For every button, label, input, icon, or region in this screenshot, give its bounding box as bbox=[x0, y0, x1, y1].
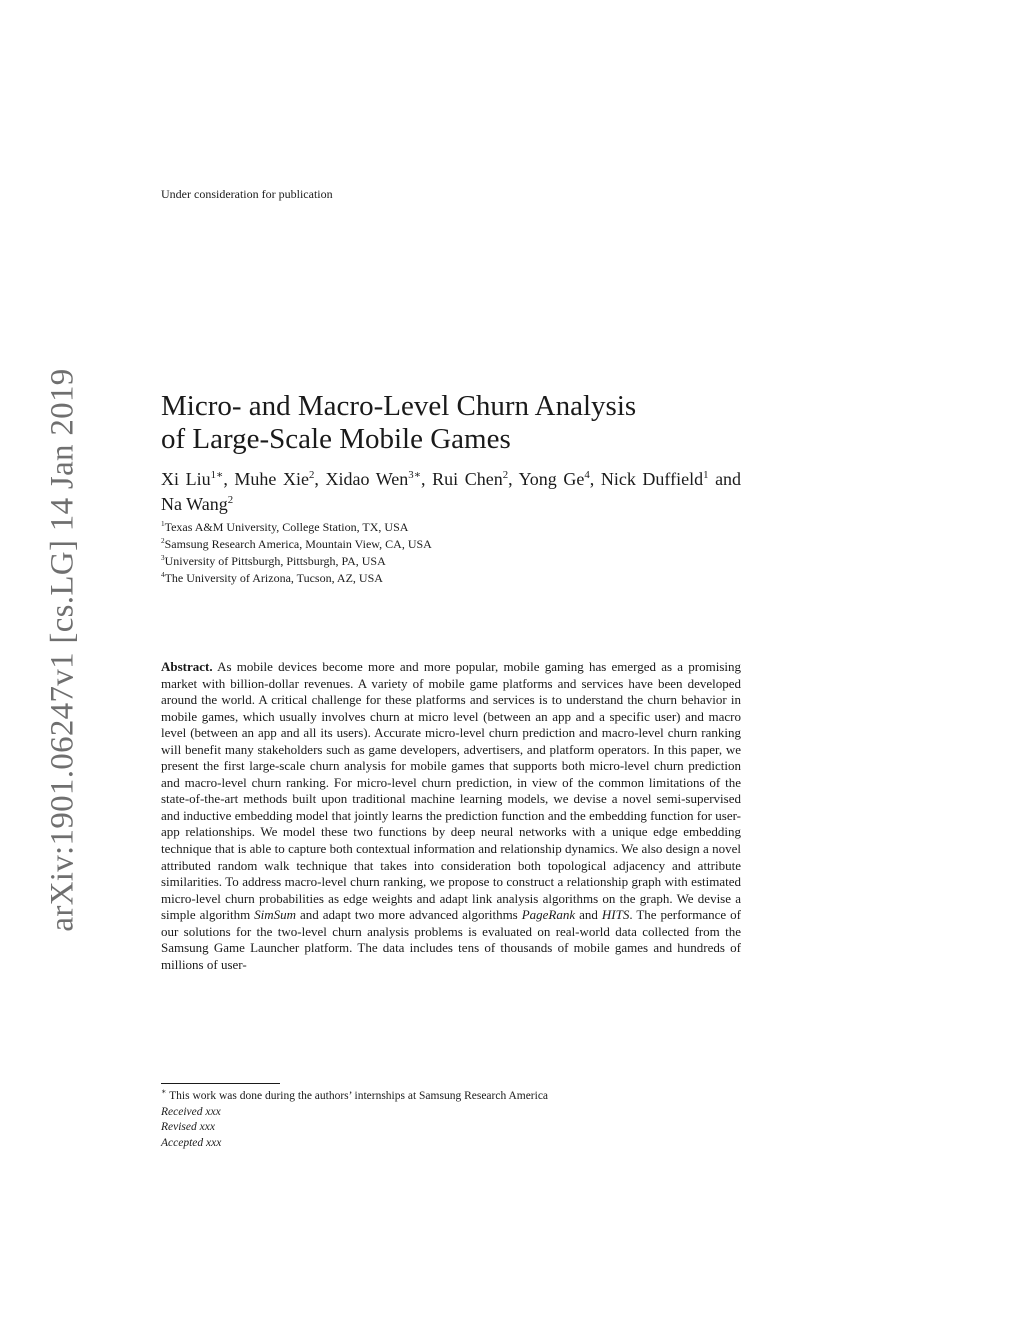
running-head: Under consideration for publication bbox=[161, 187, 333, 201]
author-affil-mark: 2 bbox=[227, 494, 234, 506]
author-affil-mark: 3∗ bbox=[408, 469, 422, 481]
title-line-2: of Large-Scale Mobile Games bbox=[161, 423, 511, 455]
author-name: Rui Chen bbox=[432, 469, 503, 489]
abstract-text: and adapt two more advanced algorithms bbox=[296, 907, 522, 923]
affiliation-number: 4 bbox=[161, 571, 165, 579]
affiliation-item bbox=[161, 519, 741, 536]
abstract-text: As mobile devices become more and more popular, mobile gaming has emerged as a promising market with billion-dollar revenues. A variety of mobile game platforms and services have been developed around the world. A critical challenge for these platforms and services is to understand the churn behavior in mobile games, which usually involves churn at micro level (between an app and a specific user) and macro level (between an app and all its users). Accurate micro-level churn prediction and macro-level churn ranking will benefit many stakeholders such as game developers, advertisers, and platform operators. In this paper, we present the first large-scale churn analysis for mobile games that supports both micro-level churn prediction and macro-level churn ranking. For micro-level churn prediction, in view of the common limitations of the state-of-the-art methods built upon traditional machine learning models, we devise a novel semi-supervised and inductive embedding model that jointly learns the prediction function and the embedding function for user-app relationships. We model these two functions by deep neural networks with a unique edge embedding technique that is able to capture both contextual information and relationship dynamics. We also design a novel attributed random walk technique that takes into consideration both topological adjacency and attribute similarities. To address macro-level churn ranking, we propose to construct a relationship graph with estimated micro-level churn probabilities as edge weights and adapt link analysis algorithms on the graph. We devise a simple algorithm bbox=[161, 659, 741, 923]
affiliation-list bbox=[161, 519, 741, 587]
author-name: Muhe Xie bbox=[234, 469, 309, 489]
author-separator: , bbox=[589, 469, 601, 489]
author-name: Yong Ge bbox=[518, 469, 585, 489]
affiliation-item bbox=[161, 536, 741, 553]
abstract-label: Abstract. bbox=[161, 659, 213, 674]
footnote-mark: ∗ bbox=[161, 1087, 167, 1097]
author-affil-mark: 2 bbox=[309, 469, 315, 481]
title-line-1: Micro- and Macro-Level Churn Analysis bbox=[161, 390, 637, 422]
arxiv-id-text: arXiv:1901.06247v1 [cs.LG] 14 Jan 2019 bbox=[44, 368, 81, 932]
revised-line: Revised xxx bbox=[161, 1121, 215, 1133]
algorithm-name-simsum: SimSum bbox=[254, 907, 297, 923]
affiliation-text: Samsung Research America, Mountain View, CA, USA bbox=[164, 537, 432, 551]
author-list bbox=[161, 467, 741, 517]
algorithm-name-pagerank: PageRank bbox=[521, 907, 576, 923]
affiliation-item bbox=[161, 570, 741, 587]
accepted-line: Accepted xxx bbox=[161, 1136, 222, 1149]
affiliation-number: 3 bbox=[161, 554, 165, 562]
received-line: Received xxx bbox=[161, 1105, 221, 1118]
author-name: Xidao Wen bbox=[325, 469, 409, 489]
abstract-paragraph bbox=[161, 659, 741, 973]
affiliation-number: 1 bbox=[161, 520, 165, 528]
algorithm-name-hits: HITS bbox=[601, 907, 630, 923]
author-affil-mark: 4 bbox=[584, 469, 590, 481]
affiliation-text: The University of Arizona, Tucson, AZ, USA bbox=[164, 571, 383, 585]
author-separator: and bbox=[708, 469, 742, 489]
author-separator: , bbox=[314, 469, 326, 489]
author-affil-mark: 1 bbox=[703, 469, 709, 481]
author-name: Xi Liu bbox=[161, 469, 211, 489]
internship-footnote bbox=[161, 1089, 741, 1105]
author-separator: , bbox=[223, 469, 235, 489]
affiliation-item bbox=[161, 553, 741, 570]
author-affil-mark: 2 bbox=[502, 469, 509, 481]
author-separator: , bbox=[421, 469, 433, 489]
abstract-text: . The performance of our solutions for the two-level churn analysis problems is evaluated on real-world data collected from the Samsung Game Launcher platform. The data includes tens of thousands of mobile games and hundreds of millions of user- bbox=[161, 907, 741, 972]
affiliation-text: University of Pittsburgh, Pittsburgh, PA, USA bbox=[164, 554, 386, 568]
author-separator: , bbox=[508, 469, 519, 489]
author-name: Nick Duffield bbox=[600, 469, 704, 489]
footnote-text: This work was done during the authors’ internships at Samsung Research America bbox=[166, 1090, 549, 1102]
affiliation-number: 2 bbox=[161, 537, 165, 545]
affiliation-text: Texas A&M University, College Station, TX, USA bbox=[164, 520, 409, 534]
paper-title bbox=[161, 390, 761, 456]
footnotes bbox=[161, 1089, 741, 1151]
author-name: Na Wang bbox=[161, 494, 228, 514]
footnote-rule bbox=[161, 1083, 280, 1084]
abstract-text: and bbox=[575, 907, 602, 923]
author-affil-mark: 1∗ bbox=[210, 469, 224, 481]
